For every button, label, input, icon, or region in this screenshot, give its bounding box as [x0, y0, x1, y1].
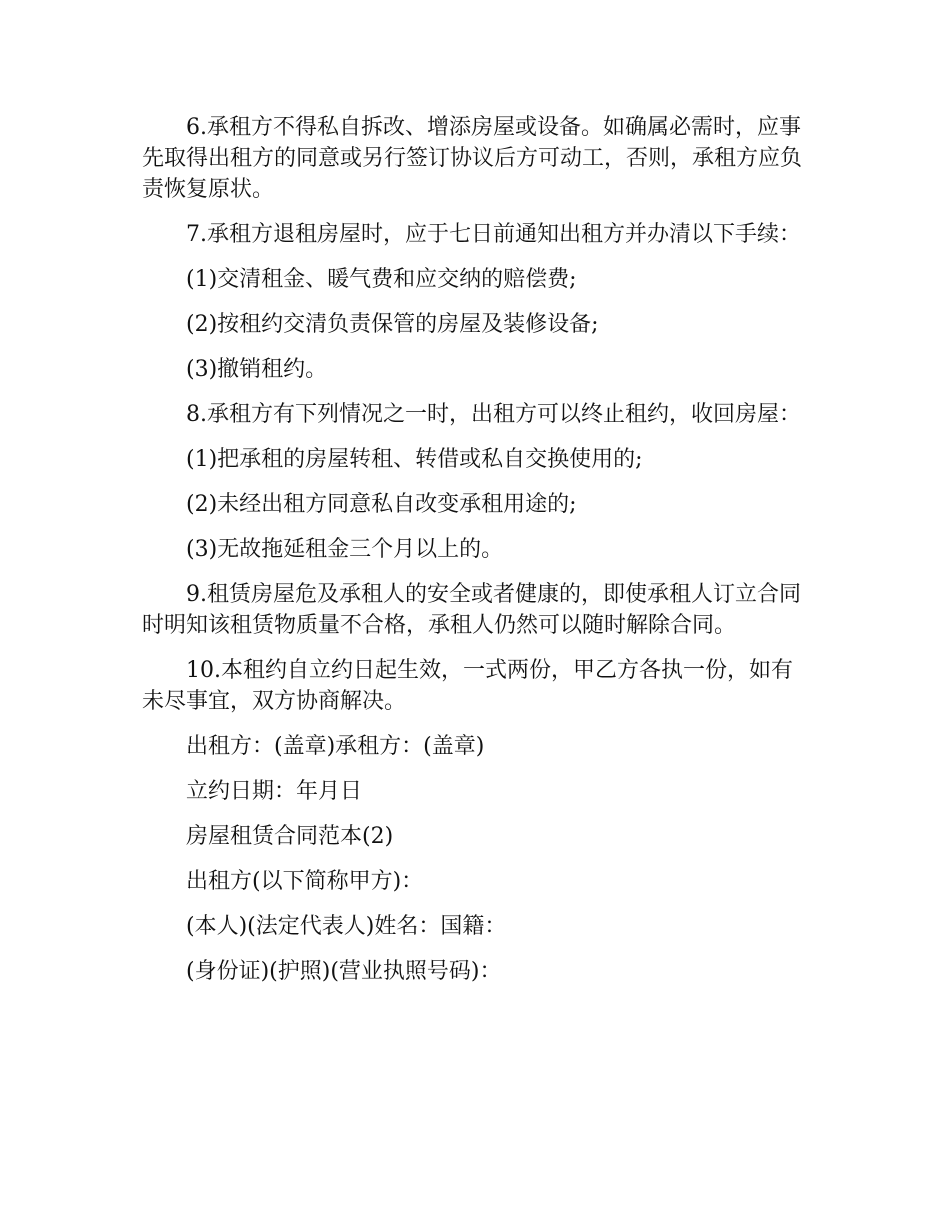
- clause-9: 9.租赁房屋危及承租人的安全或者健康的，即使承租人订立合同时明知该租赁物质量不合格，承租人仍然可以随时解除合同。: [142, 582, 801, 638]
- lessor-id-line: (身份证)(护照)(营业执照号码)：: [186, 959, 502, 984]
- clause-8-item-1: (1)把承租的房屋转租、转借或私自交换使用的;: [186, 447, 643, 472]
- contract-date-line: 立约日期：年月日: [186, 779, 363, 804]
- signature-line: 出租方：(盖章)承租方：(盖章): [186, 734, 485, 759]
- clause-6: 6.承租方不得私自拆改、增添房屋或设备。如确属必需时，应事先取得出租方的同意或另行签订协议后方可动工，否则，承租方应负责恢复原状。: [142, 115, 803, 202]
- clause-8-item-2: (2)未经出租方同意私自改变承租用途的;: [186, 492, 577, 517]
- clause-7-item-2: (2)按租约交清负责保管的房屋及装修设备;: [186, 312, 599, 337]
- clause-7: 7.承租方退租房屋时，应于七日前通知出租方并办清以下手续：: [186, 222, 801, 247]
- lessor-heading: 出租方(以下简称甲方)：: [186, 869, 424, 894]
- lessor-name-line: (本人)(法定代表人)姓名：国籍：: [186, 914, 507, 939]
- template-title: 房屋租赁合同范本(2): [186, 824, 394, 849]
- clause-8-item-3: (3)无故拖延租金三个月以上的。: [186, 537, 504, 562]
- clause-8: 8.承租方有下列情况之一时，出租方可以终止租约，收回房屋：: [186, 402, 801, 427]
- document-body: [142, 112, 814, 1001]
- clause-7-item-1: (1)交清租金、暖气费和应交纳的赔偿费;: [186, 267, 577, 292]
- clause-10: 10.本租约自立约日起生效，一式两份，甲乙方各执一份，如有未尽事宜，双方协商解决。: [142, 658, 793, 714]
- clause-7-item-3: (3)撤销租约。: [186, 357, 328, 382]
